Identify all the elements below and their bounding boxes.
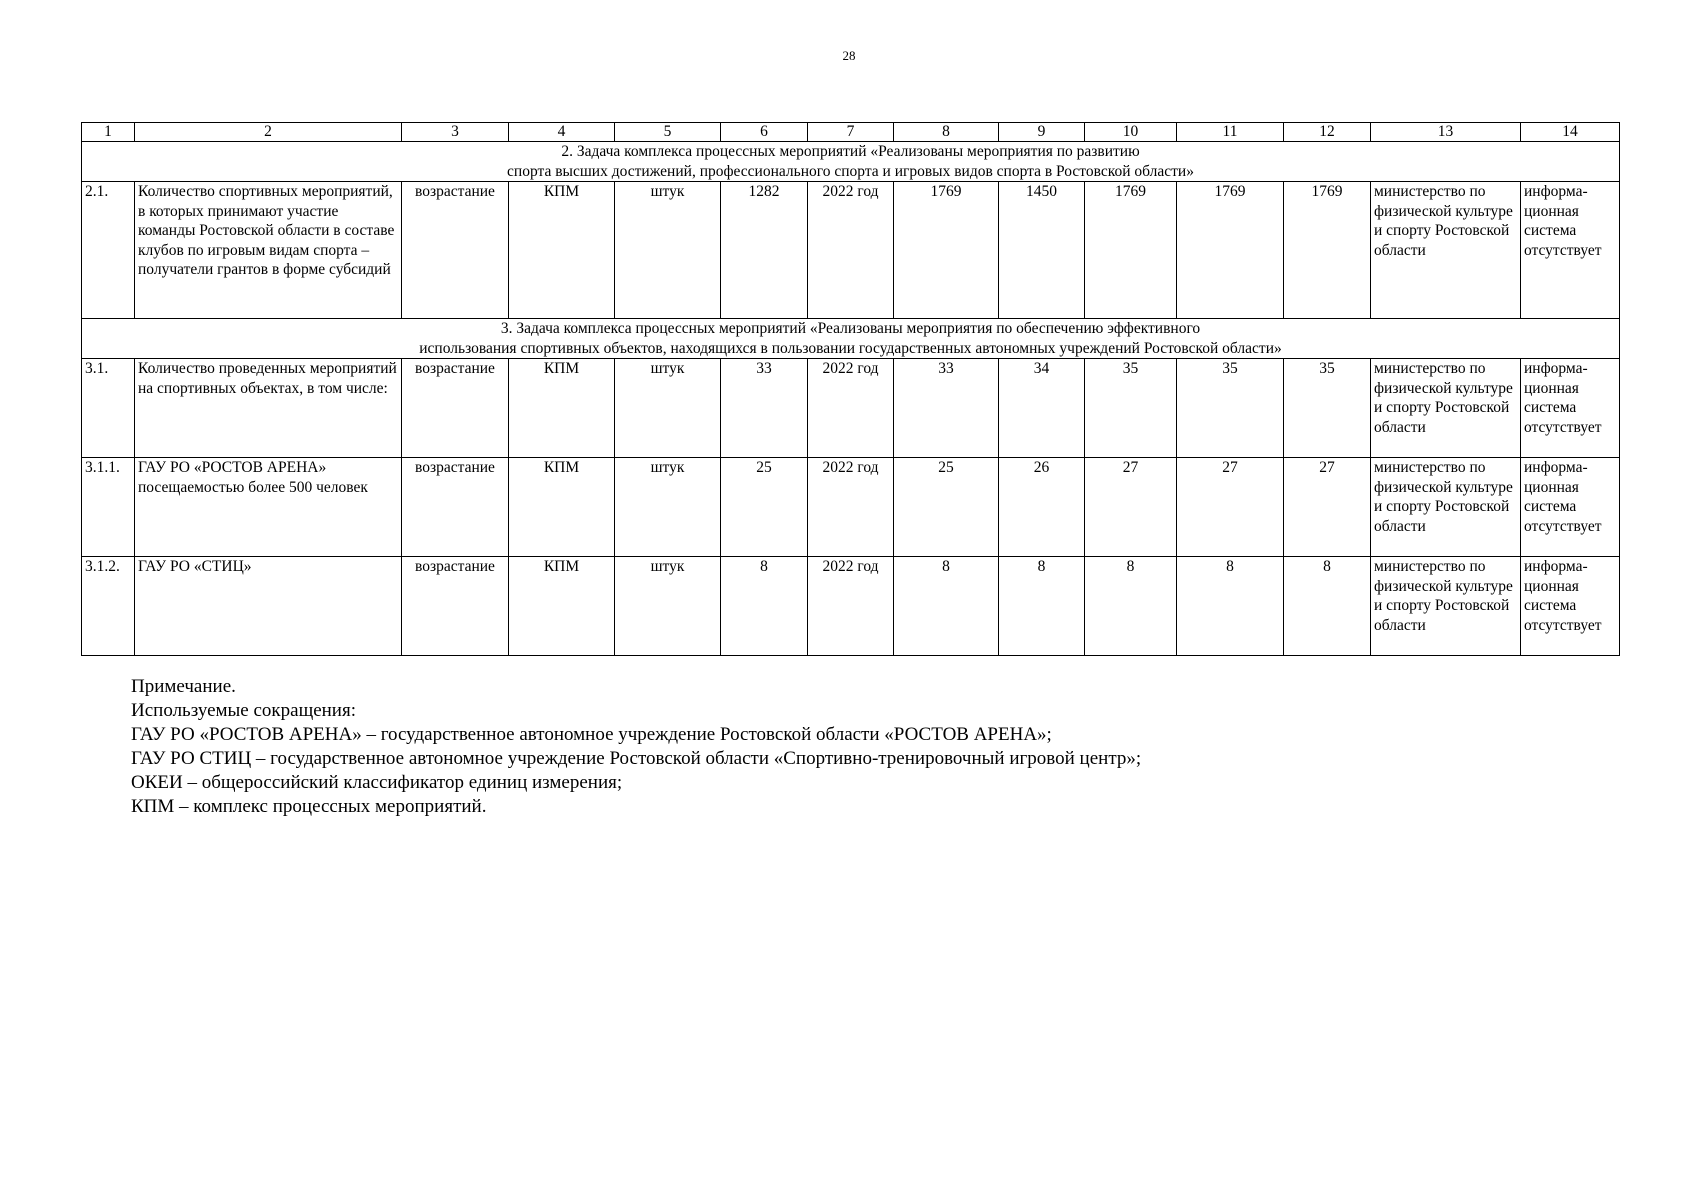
indicator-name: Количество проведенных мероприятий на спортивных объектах, в том числе: [135, 359, 402, 458]
column-number: 5 [615, 123, 721, 142]
base-year: 2022 год [808, 182, 894, 319]
value-col-11: 1769 [1177, 182, 1284, 319]
value-col-10: 27 [1085, 458, 1177, 557]
indicator-level: КПМ [509, 359, 615, 458]
table-row [82, 359, 1620, 458]
column-number: 3 [402, 123, 509, 142]
info-system: информа-ционная система отсутствует [1521, 359, 1620, 458]
task-heading [82, 142, 1620, 182]
unit: штук [615, 557, 721, 656]
value-col-12: 27 [1284, 458, 1371, 557]
indicator-level: КПМ [509, 458, 615, 557]
info-system: информа-ционная система отсутствует [1521, 182, 1620, 319]
value-col-8: 8 [894, 557, 999, 656]
base-value: 33 [721, 359, 808, 458]
value-col-11: 35 [1177, 359, 1284, 458]
responsible: министерство по физической культуре и спорту Ростовской области [1371, 359, 1521, 458]
indicator-name: ГАУ РО «РОСТОВ АРЕНА» посещаемостью более 500 человек [135, 458, 402, 557]
value-col-9: 8 [999, 557, 1085, 656]
value-col-9: 34 [999, 359, 1085, 458]
row-number: 2.1. [82, 182, 135, 319]
base-value: 8 [721, 557, 808, 656]
value-col-11: 27 [1177, 458, 1284, 557]
abbreviation-line: ГАУ РО «РОСТОВ АРЕНА» – государственное автономное учреждение Ростовской области «РОСТОВ АРЕНА»; [131, 724, 1052, 745]
value-col-8: 25 [894, 458, 999, 557]
abbreviation-line: ОКЕИ – общероссийский классификатор единиц измерения; [131, 772, 623, 793]
base-year: 2022 год [808, 359, 894, 458]
notes-section [131, 675, 1141, 819]
unit: штук [615, 359, 721, 458]
notes-subtitle: Используемые сокращения: [131, 700, 356, 721]
direction: возрастание [402, 458, 509, 557]
base-value: 25 [721, 458, 808, 557]
task-heading [82, 319, 1620, 359]
value-col-9: 26 [999, 458, 1085, 557]
unit: штук [615, 182, 721, 319]
column-number: 8 [894, 123, 999, 142]
row-number: 3.1.1. [82, 458, 135, 557]
task-heading-row [82, 142, 1620, 182]
base-year: 2022 год [808, 557, 894, 656]
column-number: 6 [721, 123, 808, 142]
task-heading-line: 3. Задача комплекса процессных мероприятий «Реализованы мероприятия по обеспечению эффективного [500, 320, 1201, 337]
column-number: 4 [509, 123, 615, 142]
value-col-12: 1769 [1284, 182, 1371, 319]
direction: возрастание [402, 557, 509, 656]
indicator-name: ГАУ РО «СТИЦ» [135, 557, 402, 656]
column-number: 11 [1177, 123, 1284, 142]
task-heading-row [82, 319, 1620, 359]
value-col-10: 8 [1085, 557, 1177, 656]
task-heading-line: использования спортивных объектов, находящихся в пользовании государственных автономных учреждений Ростовской области» [419, 339, 1282, 357]
table-row [82, 182, 1620, 319]
column-number-row [82, 123, 1620, 142]
notes-title: Примечание. [131, 676, 236, 697]
task-heading-line: спорта высших достижений, профессионального спорта и игровых видов спорта в Ростовской области» [507, 162, 1194, 180]
indicator-level: КПМ [509, 182, 615, 319]
value-col-12: 35 [1284, 359, 1371, 458]
direction: возрастание [402, 182, 509, 319]
indicators-table [81, 122, 1620, 656]
value-col-8: 33 [894, 359, 999, 458]
base-year: 2022 год [808, 458, 894, 557]
info-system: информа-ционная система отсутствует [1521, 458, 1620, 557]
column-number: 14 [1521, 123, 1620, 142]
direction: возрастание [402, 359, 509, 458]
indicator-name: Количество спортивных мероприятий, в которых принимают участие команды Ростовской области в составе клубов по игровым видам спорта – получатели грантов в форме субсидий [135, 182, 402, 319]
value-col-11: 8 [1177, 557, 1284, 656]
column-number: 10 [1085, 123, 1177, 142]
column-number: 1 [82, 123, 135, 142]
unit: штук [615, 458, 721, 557]
responsible: министерство по физической культуре и спорту Ростовской области [1371, 182, 1521, 319]
page-number: 28 [842, 48, 856, 63]
value-col-10: 35 [1085, 359, 1177, 458]
abbreviation-line: ГАУ РО СТИЦ – государственное автономное учреждение Ростовской области «Спортивно-тренировочный игровой центр»; [131, 748, 1142, 769]
table-row [82, 557, 1620, 656]
column-number: 13 [1371, 123, 1521, 142]
task-heading-line: 2. Задача комплекса процессных мероприятий «Реализованы мероприятия по развитию [561, 143, 1140, 160]
column-number: 7 [808, 123, 894, 142]
value-col-12: 8 [1284, 557, 1371, 656]
responsible: министерство по физической культуре и спорту Ростовской области [1371, 557, 1521, 656]
indicator-level: КПМ [509, 557, 615, 656]
value-col-10: 1769 [1085, 182, 1177, 319]
table-row [82, 458, 1620, 557]
row-number: 3.1. [82, 359, 135, 458]
value-col-8: 1769 [894, 182, 999, 319]
column-number: 2 [135, 123, 402, 142]
column-number: 9 [999, 123, 1085, 142]
value-col-9: 1450 [999, 182, 1085, 319]
column-number: 12 [1284, 123, 1371, 142]
base-value: 1282 [721, 182, 808, 319]
responsible: министерство по физической культуре и спорту Ростовской области [1371, 458, 1521, 557]
abbreviation-line: КПМ – комплекс процессных мероприятий. [131, 796, 487, 817]
row-number: 3.1.2. [82, 557, 135, 656]
info-system: информа-ционная система отсутствует [1521, 557, 1620, 656]
